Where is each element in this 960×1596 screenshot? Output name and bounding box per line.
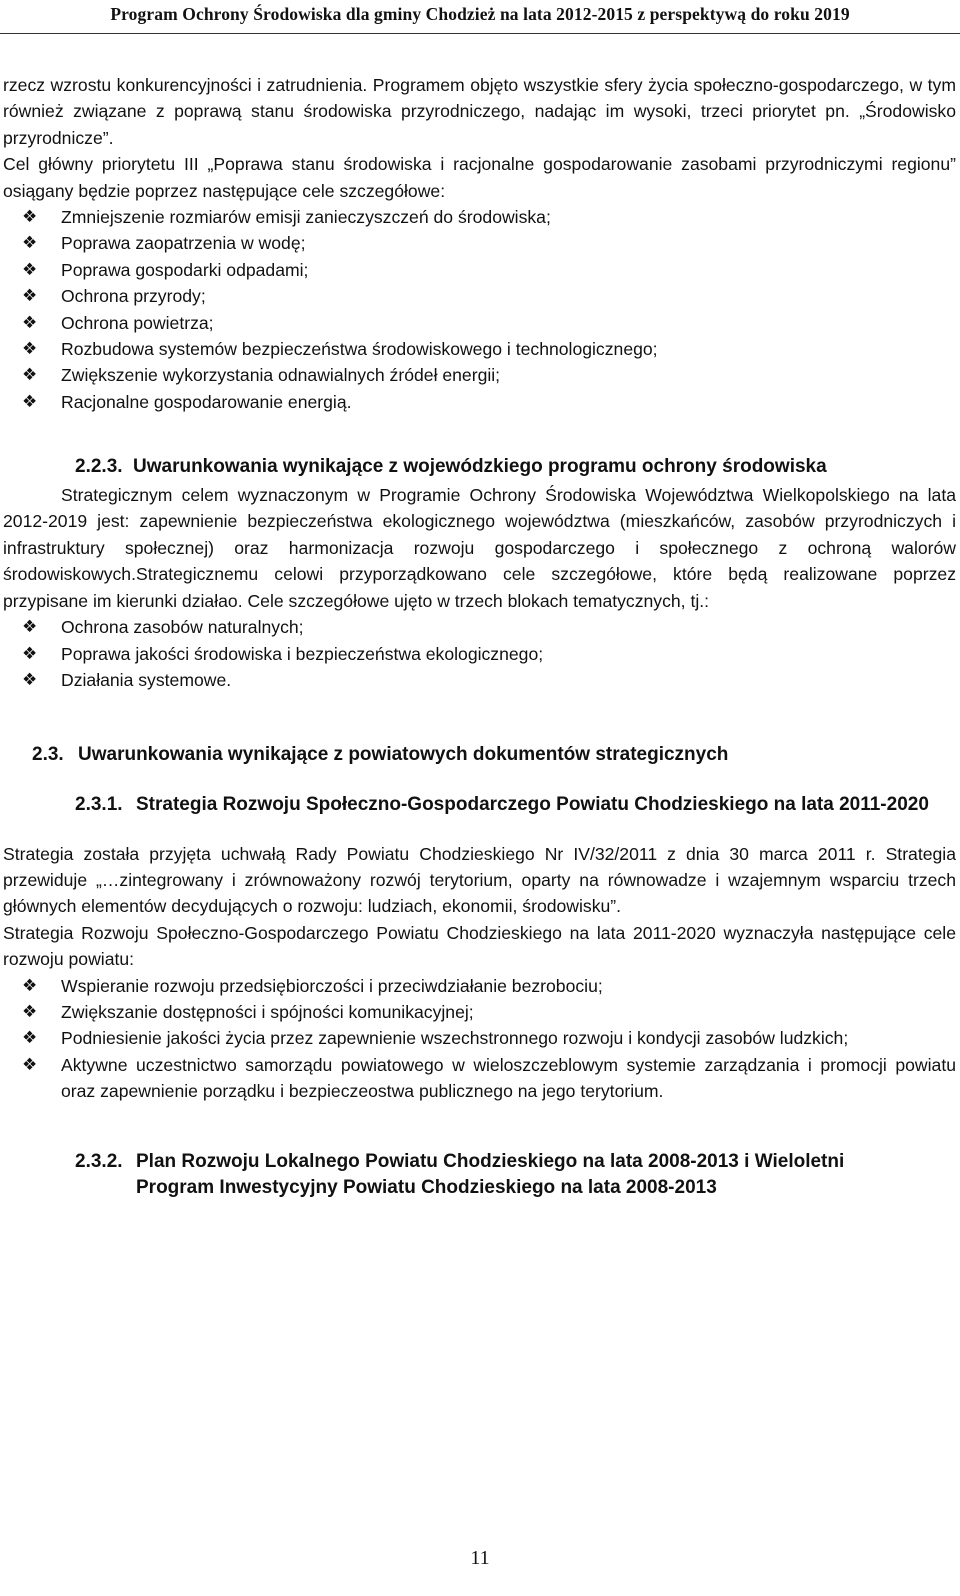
list-item — [3, 667, 956, 693]
diamond-bullet-icon: ❖ — [22, 617, 38, 638]
diamond-bullet-icon: ❖ — [22, 975, 38, 996]
priority-goals-list — [3, 204, 956, 415]
section-number: 2.3. — [32, 743, 64, 765]
section-2-2-3-paragraph: Strategicznym celem wyznaczonym w Programie Ochrony Środowiska Województwa Wielkopolskiego na lata 2012-2019 jest: zapewnienie bezpieczeństwa ekologicznego województwa (mieszkańców, zasobów przyrodniczych i infrastruktury społecznej) oraz harmonizacja rozwoju gospodarczego i społecznego z ochroną walorów środowiskowych.Strategicznemu celowi przyporządkowano cele szczegółowe, które będą realizowane poprzez przypisane im kierunki działao. Cele szczegółowe ujęto w trzech blokach tematycznych, tj.: — [3, 485, 956, 611]
list-item — [3, 1025, 956, 1051]
list-item — [3, 614, 956, 640]
list-item-text: Ochrona powietrza; — [61, 312, 214, 333]
list-item-text: Zwiększenie wykorzystania odnawialnych źródeł energii; — [61, 365, 501, 386]
intro-paragraph-1: rzecz wzrostu konkurencyjności i zatrudnienia. Programem objęto wszystkie sfery życia społeczno-gospodarczego, w tym również związane z poprawą stanu środowiska przyrodniczego, nadając im wysoki, trzeci priorytet pn. „Środowisko przyrodnicze”. — [3, 75, 956, 148]
document-body — [3, 72, 956, 1202]
running-header: Program Ochrony Środowiska dla gminy Chodzież na lata 2012-2015 z perspektywą do roku 2019 — [110, 4, 850, 24]
list-item-text: Aktywne uczestnictwo samorządu powiatowego w wieloszczeblowym systemie zarządzania i promocji powiatu oraz zapewnienie porządku i bezpieczeostwa publicznego na jego terytorium. — [61, 1054, 956, 1102]
diamond-bullet-icon: ❖ — [22, 643, 38, 664]
list-item-text: Zmniejszenie rozmiarów emisji zanieczyszczeń do środowiska; — [61, 207, 551, 228]
diamond-bullet-icon: ❖ — [22, 286, 38, 307]
section-2-3-1-paragraph-2: Strategia Rozwoju Społeczno-Gospodarczego Powiatu Chodzieskiego na lata 2011-2020 wyznaczyła następujące cele rozwoju powiatu: — [3, 922, 956, 970]
page-number: 11 — [470, 1547, 490, 1569]
list-item — [3, 310, 956, 336]
list-item-text: Poprawa gospodarki odpadami; — [61, 259, 309, 280]
list-item-text: Poprawa jakości środowiska i bezpieczeństwa ekologicznego; — [61, 643, 544, 664]
header-divider — [0, 33, 960, 34]
list-item — [3, 362, 956, 388]
list-item-text: Wspieranie rozwoju przedsiębiorczości i przeciwdziałanie bezrobociu; — [61, 975, 603, 996]
section-number: 2.3.2. — [75, 1150, 123, 1172]
list-item-text: Ochrona przyrody; — [61, 286, 206, 307]
list-item — [3, 336, 956, 362]
section-title: Uwarunkowania wynikające z wojewódzkiego programu ochrony środowiska — [133, 455, 827, 477]
diamond-bullet-icon: ❖ — [22, 339, 38, 360]
list-item-text: Racjonalne gospodarowanie energią. — [61, 391, 352, 412]
diamond-bullet-icon: ❖ — [22, 233, 38, 254]
section-2-3-1-paragraph-1: Strategia została przyjęta uchwałą Rady Powiatu Chodzieskiego Nr IV/32/2011 z dnia 30 marca 2011 r. Strategia przewiduje „…zintegrowany i zrównoważony rozwój terytorium, oparty na równowadze i wzajemnym wsparciu trzech głównych elementów decydujących o rozwoju: ludziach, ekonomii, środowisku”. — [3, 843, 956, 917]
list-item — [3, 1052, 956, 1105]
diamond-bullet-icon: ❖ — [22, 1054, 38, 1075]
section-title: Uwarunkowania wynikające z powiatowych dokumentów strategicznych — [78, 743, 729, 765]
section-2-3-heading — [3, 742, 956, 768]
list-item-text: Rozbudowa systemów bezpieczeństwa środowiskowego i technologicznego; — [61, 339, 658, 360]
intro-paragraph-2: Cel główny priorytetu III „Poprawa stanu środowiska i racjonalne gospodarowanie zasobami przyrodniczymi regionu” osiągany będzie poprzez następujące cele szczegółowe: — [3, 154, 956, 201]
list-item — [3, 204, 956, 230]
diamond-bullet-icon: ❖ — [22, 207, 38, 228]
list-item — [3, 999, 956, 1025]
diamond-bullet-icon: ❖ — [22, 365, 38, 386]
list-item — [3, 973, 956, 999]
list-item-text: Zwiększanie dostępności i spójności komunikacyjnej; — [61, 1001, 474, 1022]
diamond-bullet-icon: ❖ — [22, 1028, 38, 1049]
list-item-text: Ochrona zasobów naturalnych; — [61, 617, 304, 638]
section-2-2-3-heading — [3, 454, 956, 480]
diamond-bullet-icon: ❖ — [22, 1001, 38, 1022]
list-item — [3, 389, 956, 415]
diamond-bullet-icon: ❖ — [22, 391, 38, 412]
thematic-blocks-list — [3, 614, 956, 693]
diamond-bullet-icon: ❖ — [22, 669, 38, 690]
list-item — [3, 283, 956, 309]
list-item-text: Poprawa zaopatrzenia w wodę; — [61, 233, 306, 254]
diamond-bullet-icon: ❖ — [22, 259, 38, 280]
section-number: 2.2.3. — [75, 455, 123, 477]
list-item — [3, 230, 956, 256]
section-number: 2.3.1. — [75, 794, 123, 816]
section-title: Strategia Rozwoju Społeczno-Gospodarczego Powiatu Chodzieskiego na lata 2011-2020 — [136, 794, 929, 816]
section-2-3-1-heading — [3, 792, 956, 818]
section-title: Plan Rozwoju Lokalnego Powiatu Chodzieskiego na lata 2008-2013 i Wieloletni Program Inwestycyjny Powiatu Chodzieskiego na lata 2008-2013 — [136, 1150, 845, 1199]
diamond-bullet-icon: ❖ — [22, 312, 38, 333]
list-item — [3, 257, 956, 283]
county-goals-list — [3, 973, 956, 1105]
list-item-text: Podniesienie jakości życia przez zapewnienie wszechstronnego rozwoju i kondycji zasobów ludzkich; — [61, 1028, 849, 1049]
list-item — [3, 641, 956, 667]
section-2-3-2-heading — [3, 1149, 956, 1202]
list-item-text: Działania systemowe. — [61, 669, 232, 690]
